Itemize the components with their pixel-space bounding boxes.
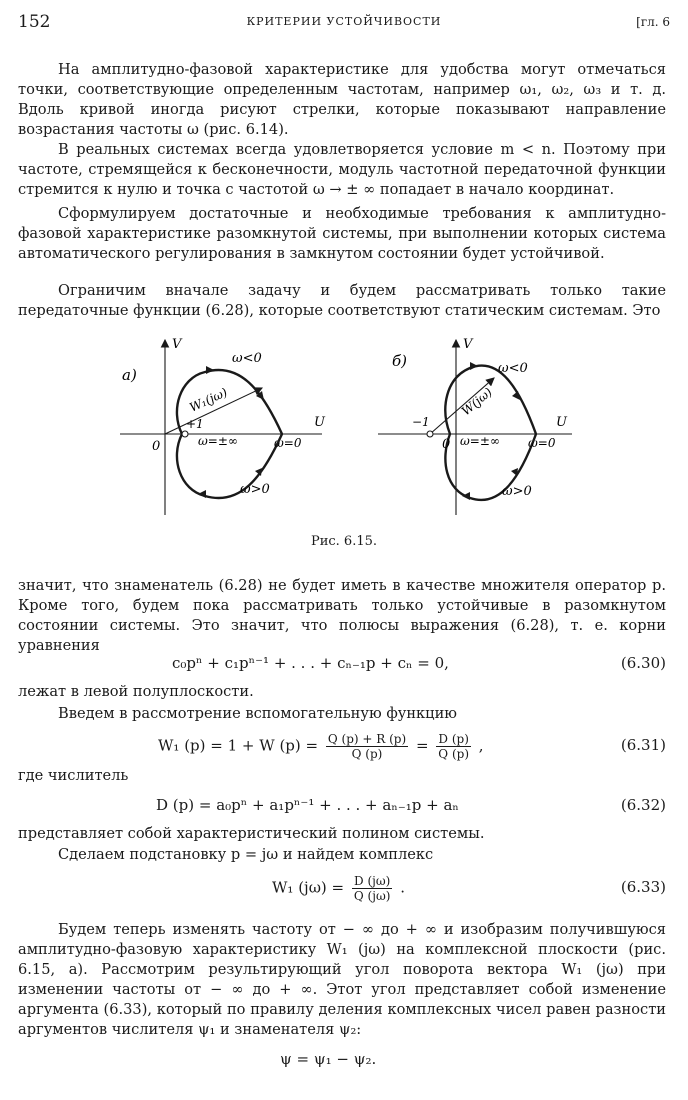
equation-formula <box>158 732 484 761</box>
paragraph-4: Ограничим вначале задачу и будем рассматривать только такие передаточные функции (6.28), которые соответствуют статическим системам. Это <box>18 282 666 320</box>
comma: , <box>478 736 484 755</box>
equation-formula: ψ = ψ₁ − ψ₂. <box>280 1050 377 1068</box>
axis-u-label: U <box>314 415 325 430</box>
paragraph-11: Будем теперь изменять частоту от − ∞ до + ∞ и изобразим получившуюся амплитудно-фазовую характеристику W₁ (jω) на комплексной плоскости (рис. 6.15, а). Рассмотрим результирующий угол поворота вектора W₁ (jω) при изменении частоты от − ∞ до + ∞. Этот угол представляет собой изменение аргумента (6.33), который по правилу деления комплексных чисел равен разности аргументов числителя ψ₁ и знаменателя ψ₂: <box>18 921 666 1039</box>
direction-arrow <box>206 366 214 374</box>
direction-arrow <box>470 362 478 370</box>
fraction-denominator: Q (p) <box>438 747 469 761</box>
figure-6-15 <box>0 330 688 530</box>
vector-label: W₁(jω) <box>187 385 230 415</box>
equation-psi <box>18 1044 666 1076</box>
equation-formula <box>272 874 405 903</box>
axis-v-label: V <box>172 337 182 352</box>
vector-label: W(jω) <box>458 384 495 419</box>
fraction-numerator: D (p) <box>436 732 471 747</box>
fraction-denominator: Q (p) <box>351 747 383 761</box>
paragraph-5: значит, что знаменатель (6.28) не будет иметь в качестве множителя оператор p. Кроме того, будем пока рассматривать только устойчивые в разомкнутом состоянии системы. Это значит, что полюсы выражения (6.28), т. е. корни уравнения <box>18 577 666 655</box>
point-plus-one <box>182 431 188 437</box>
paragraph-2: В реальных системах всегда удовлетворяется условие m < n. Поэтому при частоте, стремящейся к бесконечности, модуль частотной передаточной функции стремится к нулю и точка с частотой ω → ± ∞ попадает в начало координат. <box>18 141 666 199</box>
panel-b <box>378 337 572 515</box>
equation-6-30 <box>18 648 666 680</box>
omega-pos-label: ω>0 <box>240 482 270 497</box>
paragraph-7: Введем в рассмотрение вспомогательную функцию <box>58 705 457 722</box>
omega-zero-label: ω=0 <box>528 436 556 450</box>
equals-sign: = <box>415 736 429 755</box>
equation-number: (6.30) <box>620 654 666 672</box>
panel-a <box>120 337 326 515</box>
period: . <box>400 878 405 897</box>
paragraph-10: Сделаем подстановку p = jω и найдем комплекс <box>58 846 434 863</box>
paragraph-6: лежат в левой полуплоскости. <box>18 683 254 700</box>
minus-one-label: −1 <box>412 415 430 429</box>
paragraph-9: представляет собой характеристический полином системы. <box>18 825 485 842</box>
running-title: КРИТЕРИИ УСТОЙЧИВОСТИ <box>246 15 442 28</box>
equation-number: (6.33) <box>620 878 666 896</box>
axis-v-label: V <box>463 337 473 352</box>
fraction <box>436 732 471 761</box>
nyquist-curve-b <box>445 366 536 500</box>
direction-arrow <box>198 490 206 498</box>
point-minus-one <box>427 431 433 437</box>
omega-zero-label: ω=0 <box>274 436 302 450</box>
fraction-numerator: Q (p) + R (p) <box>327 732 407 746</box>
equation-lhs: W₁ (p) = 1 + W (p) = <box>158 736 319 755</box>
fraction <box>352 874 393 903</box>
paragraph-8: где числитель <box>18 767 129 784</box>
equation-number: (6.31) <box>620 736 666 754</box>
omega-pos-label: ω>0 <box>502 484 532 499</box>
omega-neg-label: ω<0 <box>232 351 262 366</box>
panel-b-label: б) <box>392 352 408 370</box>
omega-inf-label: ω=±∞ <box>460 434 500 448</box>
origin-label: 0 <box>442 437 451 452</box>
paragraph-3: Сформулируем достаточные и необходимые требования к амплитудно-фазовой характеристике разомкнутой системы, при выполнении которых система автоматического регулирования в замкнутом состоянии будет устойчивой. <box>18 205 666 263</box>
paragraph-1: На амплитудно-фазовой характеристике для удобства могут отмечаться точки, соответствующие определенным частотам, например ω₁, ω₂, ω₃ и т. д. Вдоль кривой иногда рисуют стрелки, которые показывают направление возрастания частоты ω (рис. 6.14). <box>18 61 666 139</box>
equation-formula: c₀pⁿ + c₁pⁿ⁻¹ + . . . + cₙ₋₁p + cₙ = 0, <box>172 654 449 672</box>
direction-arrow <box>511 468 518 476</box>
equation-lhs: W₁ (jω) = <box>272 878 345 897</box>
omega-inf-label: ω=±∞ <box>198 434 238 448</box>
equation-6-31 <box>18 730 666 762</box>
page-header <box>18 12 670 32</box>
equation-6-33 <box>18 872 666 904</box>
fraction <box>326 732 408 761</box>
equation-6-32 <box>18 790 666 822</box>
equation-formula: D (p) = a₀pⁿ + a₁pⁿ⁻¹ + . . . + aₙ₋₁p + aₙ <box>156 796 459 814</box>
direction-arrow <box>462 492 470 500</box>
fraction-denominator: Q (jω) <box>353 889 391 903</box>
panel-a-label: а) <box>122 366 137 384</box>
figure-caption: Рис. 6.15. <box>310 534 378 549</box>
fraction-numerator: D (jω) <box>352 874 393 889</box>
equation-number: (6.32) <box>620 796 666 814</box>
plus-one-label: +1 <box>186 417 204 431</box>
axis-u-label: U <box>556 415 567 430</box>
omega-neg-label: ω<0 <box>498 361 528 376</box>
page-number: 152 <box>18 12 51 32</box>
origin-label: 0 <box>152 439 161 454</box>
chapter-ref: [гл. 6 <box>636 15 670 29</box>
